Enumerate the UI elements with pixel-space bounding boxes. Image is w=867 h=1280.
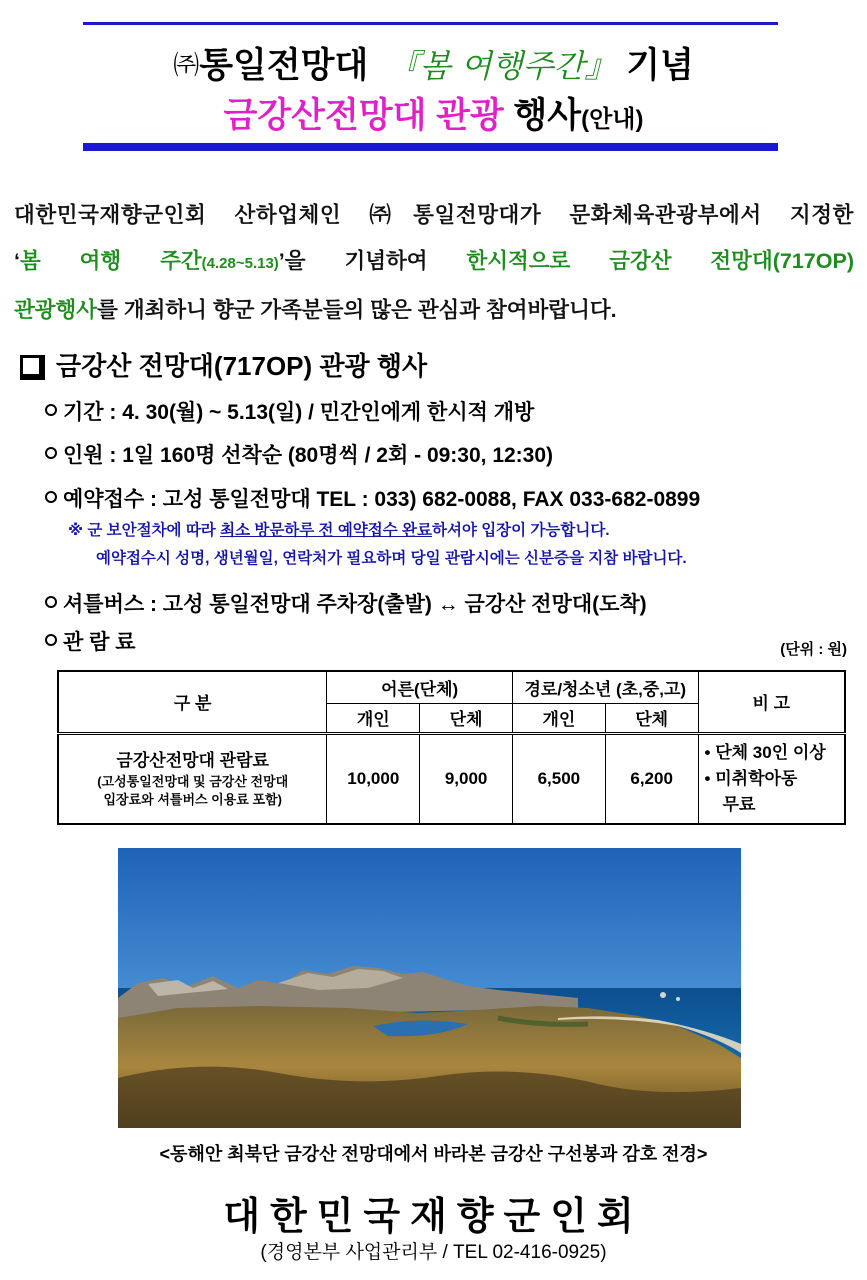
intro-line-3 [14,287,854,333]
header-adult: 어른(단체) [327,671,513,703]
item-period [45,396,534,426]
header-remark: 비 고 [698,671,845,733]
header-adult-individual: 개인 [327,703,420,733]
intro-line-3-rest: 를 개최하니 향군 가족분들의 많은 관심과 참여바랍니다. [97,298,617,322]
title-text-b: 기념 [626,46,694,85]
title-text-a: 통일전망대 [199,46,369,85]
remark-free: 무료 [722,794,756,814]
table-row [58,733,845,824]
item-reservation-text: 예약접수 : 고성 통일전망대 TEL : 033) 682-0088, FAX 033-682-0899 [63,488,701,511]
youth-group-price: 6,200 [605,733,698,824]
remark-group: • 단체 30인 이상 [704,742,826,762]
contact-info: (경영본부 사업관리부 / TEL 02-416-0925) [260,1242,607,1263]
note-1-b: 하셔야 입장이 가능합니다. [431,522,610,539]
intro-tour-event: 관광행사 [14,298,98,322]
fee-table [57,670,846,825]
header-youth: 경로/청소년 (초,중,고) [512,671,698,703]
organization-name: 대한민국재향군인회 [223,1196,644,1238]
item-reservation [45,483,700,513]
intro-paragraph [14,192,854,333]
row-sub-2: 입장료와 셔틀버스 이용료 포함) [103,791,282,807]
note-id-required: 예약접수시 성명, 생년월일, 연락처가 필요하며 당일 관람시에는 신분증을 지참 바랍니다. [96,550,687,567]
remark-cell [698,733,845,824]
intro-observatory: 금강산 전망대 [609,249,773,273]
circle-bullet-icon [45,447,57,459]
item-fee [45,626,136,656]
item-people-text: 인원 : 1일 160명 선착순 (80명씩 / 2회 - 09:30, 12:30) [63,444,554,467]
note-1-underlined: 최소 방문하루 전 예약접수 완료 [220,522,432,539]
row-name-cell [58,733,327,824]
item-period-text: 기간 : 4. 30(월) ~ 5.13(일) / 민간인에게 한시적 개방 [63,401,535,424]
item-people [45,439,553,469]
youth-individual-price: 6,500 [512,733,605,824]
top-rule [83,22,778,25]
unit-label: (단위 : 원) [780,641,847,658]
remark-child: • 미취학아동 [704,768,798,788]
circle-bullet-icon [45,404,57,416]
header-youth-individual: 개인 [512,703,605,733]
section-heading [20,346,427,383]
intro-op-code: (717OP) [772,249,854,273]
landscape-photo [118,848,741,1128]
circle-bullet-icon [45,491,57,503]
photo-caption: <동해안 최북단 금강산 전망대에서 바라본 금강산 구선봉과 감호 전경> [159,1144,708,1164]
subtitle-notice: (안내) [581,106,644,133]
circle-bullet-icon [45,634,57,646]
subtitle-event-name: 금강산전망대 관광 [223,96,504,135]
note-1-a: ※ 군 보안절차에 따라 [68,522,221,539]
checkbox-bullet-icon [20,355,42,377]
intro-line-1: 대한민국재향군인회 산하업체인 ㈜통일전망대가 문화체육관광부에서 지정한 [14,203,854,227]
intro-text-b: ’을 기념하여 [278,249,428,273]
circle-bullet-icon [45,596,57,608]
item-fee-text: 관 람 료 [63,631,136,654]
page-title [0,38,867,88]
page-subtitle [0,88,867,138]
title-circle-ju: ㈜ [173,50,200,80]
intro-limited: 한시적 [466,249,529,273]
item-shuttle-text: 셔틀버스 : 고성 통일전망대 주차장(출발) ↔ 금강산 전망대(도착) [63,593,647,616]
subtitle-event: 행사 [513,96,582,135]
intro-dates: (4.28~5.13) [201,255,279,272]
header-category: 구 분 [58,671,327,733]
quote-open: ‘ [14,249,20,273]
intro-spring-week: 봄 여행 주간 [19,249,202,273]
bottom-rule [83,143,778,151]
adult-individual-price: 10,000 [327,733,420,824]
intro-text-c: 으로 [528,249,571,273]
adult-group-price: 9,000 [420,733,513,824]
intro-line-2 [14,238,854,287]
item-shuttle [45,588,647,618]
header-youth-group: 단체 [605,703,698,733]
row-sub-1: (고성통일전망대 및 금강산 전망대 [97,773,289,789]
note-security [68,518,610,540]
title-spring-travel-week: 『봄 여행주간』 [387,47,617,85]
header-adult-group: 단체 [420,703,513,733]
section-title: 금강산 전망대(717OP) 관광 행사 [56,351,428,381]
row-name: 금강산전망대 관람료 [116,750,269,770]
